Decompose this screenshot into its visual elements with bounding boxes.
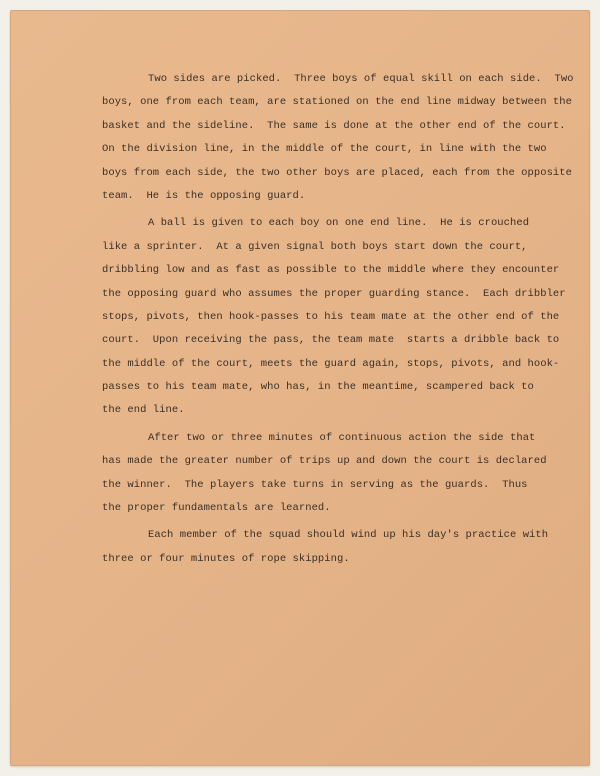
typed-text-body — [102, 68, 574, 571]
text-line: has made the greater number of trips up and down the court is declared — [102, 455, 547, 468]
paper-sheet — [10, 10, 590, 766]
text-line: the winner. The players take turns in serving as the guards. Thus — [102, 478, 528, 491]
text-line: three or four minutes of rope skipping. — [102, 552, 350, 565]
text-line: A ball is given to each boy on one end line. He is crouched — [148, 217, 530, 230]
text-line: the middle of the court, meets the guard again, stops, pivots, and hook- — [102, 357, 560, 370]
text-line: team. He is the opposing guard. — [102, 189, 306, 202]
text-line: court. Upon receiving the pass, the team mate starts a dribble back to — [102, 334, 560, 347]
text-line: On the division line, in the middle of the court, in line with the two — [102, 143, 547, 156]
text-line: like a sprinter. At a given signal both boys start down the court, — [102, 240, 528, 253]
text-line: the proper fundamentals are learned. — [102, 502, 331, 515]
text-line: dribbling low and as fast as possible to the middle where they encounter — [102, 264, 560, 277]
text-line: Each member of the squad should wind up his day's practice with — [148, 529, 549, 542]
text-line: After two or three minutes of continuous action the side that — [148, 431, 536, 444]
text-line: basket and the sideline. The same is done at the other end of the court. — [102, 119, 566, 132]
text-line: the end line. — [102, 404, 185, 417]
text-line: boys from each side, the two other boys are placed, each from the opposite — [102, 166, 572, 179]
text-line: passes to his team mate, who has, in the meantime, scampered back to — [102, 381, 534, 394]
text-line: stops, pivots, then hook-passes to his team mate at the other end of the — [102, 310, 560, 323]
text-line: Two sides are picked. Three boys of equal skill on each side. Two — [148, 73, 574, 85]
text-line: the opposing guard who assumes the proper guarding stance. Each dribbler — [102, 287, 566, 300]
text-line: boys, one from each team, are stationed on the end line midway between the — [102, 96, 572, 109]
